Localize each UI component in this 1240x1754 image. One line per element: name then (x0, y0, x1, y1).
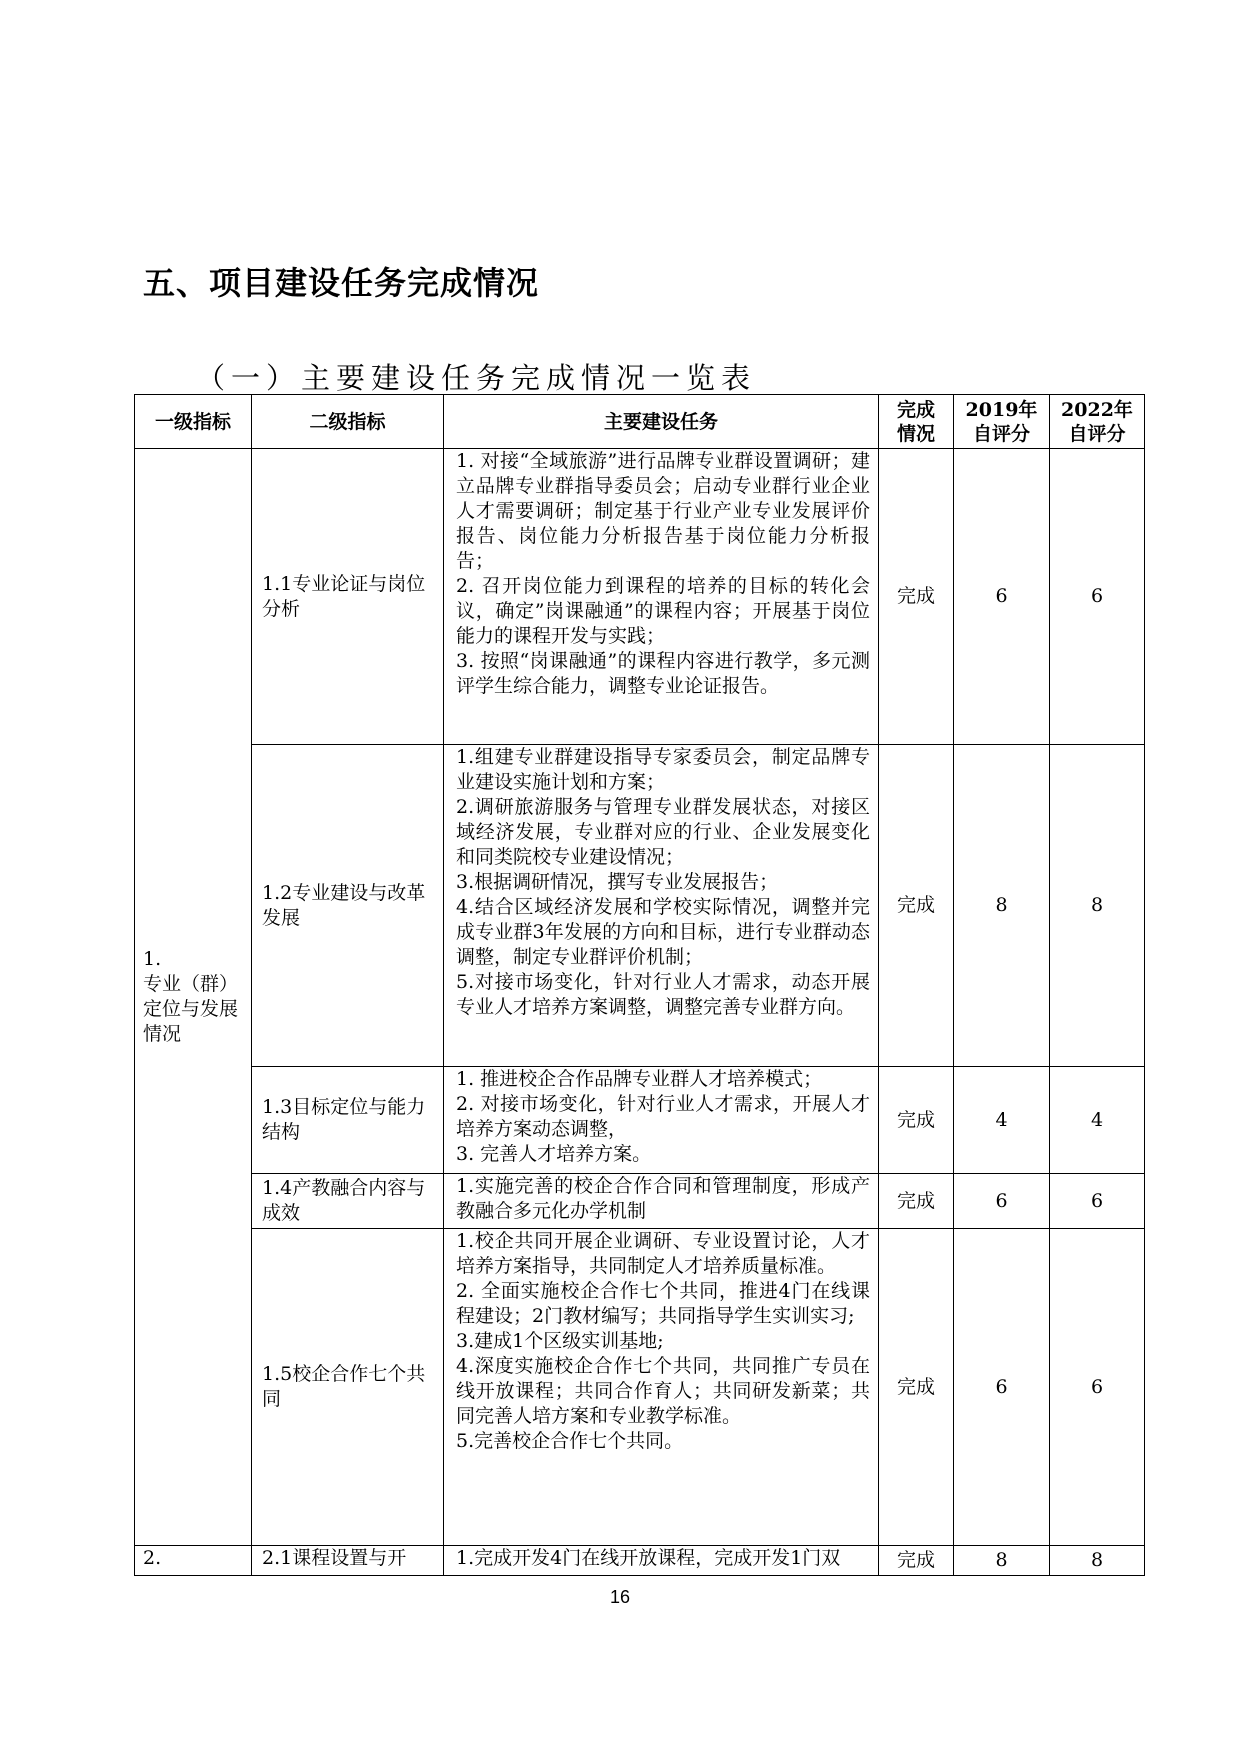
header-level2: 二级指标 (252, 395, 444, 449)
table-row (135, 1546, 1145, 1576)
score-2019-cell: 6 (954, 1174, 1050, 1229)
section-heading: 五、项目建设任务完成情况 (143, 264, 540, 302)
status-cell: 完成 (879, 449, 954, 745)
header-task: 主要建设任务 (444, 395, 879, 449)
score-2019-cell: 6 (954, 449, 1050, 745)
status-cell: 完成 (879, 1174, 954, 1229)
task-description: 1.校企共同开展企业调研、专业设置讨论，人才培养方案指导，共同制定人才培养质量标准。 2. 全面实施校企合作七个共同，推进4门在线课程建设；2门教材编写；共同指导学生实训实习; 3.建成1个区级实训基地; 4.深度实施校企合作七个共同，共同推广专员在线开放课程；共同合作育人；共同研发新菜；共同完善人培方案和专业教学标准。 5.完善校企合作七个共同。 (444, 1229, 879, 1546)
level2-indicator: 1.5校企合作七个共同 (252, 1229, 444, 1546)
status-cell: 完成 (879, 1229, 954, 1546)
score-2019-cell: 6 (954, 1229, 1050, 1546)
subsection-heading: （一）主要建设任务完成情况一览表 (196, 361, 757, 395)
table-row (135, 1174, 1145, 1229)
level2-indicator: 1.1专业论证与岗位分析 (252, 449, 444, 745)
table-row (135, 1229, 1145, 1546)
score-2022-cell: 8 (1050, 1546, 1145, 1576)
score-2022-cell: 6 (1050, 1229, 1145, 1546)
task-description: 1. 对接“全域旅游”进行品牌专业群设置调研；建立品牌专业群指导委员会；启动专业群行业企业人才需要调研；制定基于行业产业专业发展评价报告、岗位能力分析报告基于岗位能力分析报告； 2. 召开岗位能力到课程的培养的目标的转化会议，确定”岗课融通”的课程内容；开展基于岗位能力的课程开发与实践； 3. 按照“岗课融通”的课程内容进行教学，多元测评学生综合能力，调整专业论证报告。 (444, 449, 879, 745)
level2-indicator: 1.3目标定位与能力结构 (252, 1067, 444, 1174)
score-2019-cell: 4 (954, 1067, 1050, 1174)
level1-indicator: 2. (135, 1546, 252, 1576)
table-row (135, 745, 1145, 1067)
header-level1: 一级指标 (135, 395, 252, 449)
header-score-2019: 2019年 自评分 (954, 395, 1050, 449)
table-header-row (135, 395, 1145, 449)
level2-indicator: 1.4产教融合内容与成效 (252, 1174, 444, 1229)
score-2019-cell: 8 (954, 745, 1050, 1067)
score-2022-cell: 6 (1050, 1174, 1145, 1229)
score-2022-cell: 8 (1050, 745, 1145, 1067)
table-row (135, 1067, 1145, 1174)
level2-indicator: 2.1课程设置与开 (252, 1546, 444, 1576)
score-2019-cell: 8 (954, 1546, 1050, 1576)
task-description: 1.组建专业群建设指导专家委员会，制定品牌专业建设实施计划和方案； 2.调研旅游服务与管理专业群发展状态，对接区域经济发展，专业群对应的行业、企业发展变化和同类院校专业建设情况； 3.根据调研情况，撰写专业发展报告； 4.结合区域经济发展和学校实际情况，调整并完成专业群3年发展的方向和目标，进行专业群动态调整，制定专业群评价机制； 5.对接市场变化，针对行业人才需求，动态开展专业人才培养方案调整，调整完善专业群方向。 (444, 745, 879, 1067)
task-description: 1.完成开发4门在线开放课程，完成开发1门双 (444, 1546, 879, 1576)
task-description: 1.实施完善的校企合作合同和管理制度，形成产教融合多元化办学机制 (444, 1174, 879, 1229)
header-score-2022: 2022年 自评分 (1050, 395, 1145, 449)
task-description: 1. 推进校企合作品牌专业群人才培养模式； 2. 对接市场变化，针对行业人才需求，开展人才培养方案动态调整， 3. 完善人才培养方案。 (444, 1067, 879, 1174)
status-cell: 完成 (879, 1546, 954, 1576)
task-completion-table (134, 394, 1145, 1576)
page-number: 16 (609, 1587, 631, 1607)
level1-indicator: 1. 专业（群）定位与发展情况 (135, 449, 252, 1546)
score-2022-cell: 4 (1050, 1067, 1145, 1174)
status-cell: 完成 (879, 745, 954, 1067)
table-row (135, 449, 1145, 745)
score-2022-cell: 6 (1050, 449, 1145, 745)
level2-indicator: 1.2专业建设与改革发展 (252, 745, 444, 1067)
status-cell: 完成 (879, 1067, 954, 1174)
header-status: 完成 情况 (879, 395, 954, 449)
